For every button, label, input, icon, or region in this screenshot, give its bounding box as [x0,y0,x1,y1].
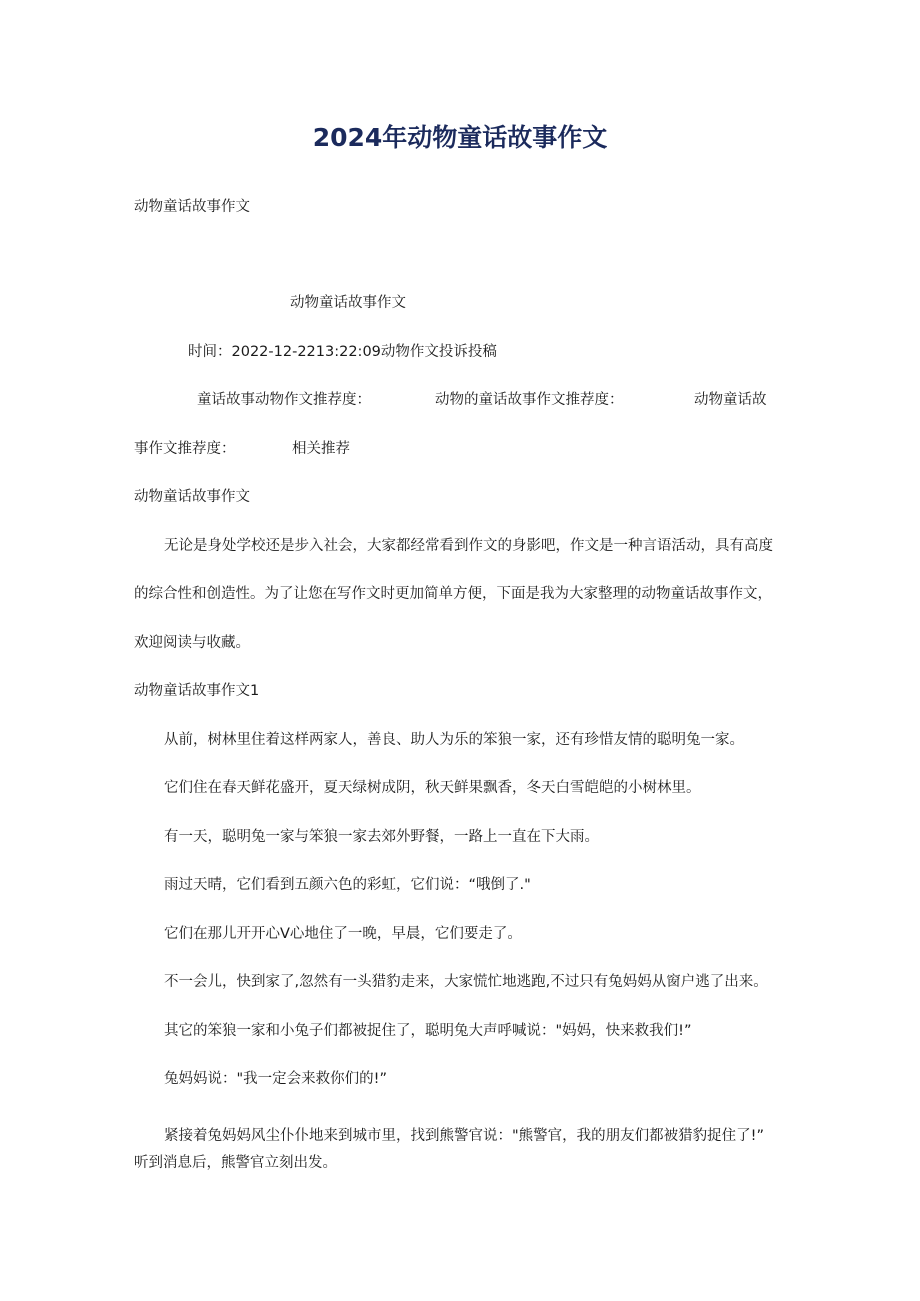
intro-line-2: 的综合性和创造性。为了让您在写作文时更加简单方便，下面是我为大家整理的动物童话故事作文， [134,586,772,602]
story-paragraph: 它们在那儿开开心V心地住了一晚，早晨，它们要走了。 [164,926,522,942]
story-paragraph: 不一会儿，快到家了,忽然有一头猎豹走来，大家慌忙地逃跑,不过只有兔妈妈从窗户逃了出来。 [164,974,768,990]
recommend-item-3-part2: 事作文推荐度： [134,441,236,457]
recommend-item-3-part1: 动物童话故 [694,392,767,408]
intro-line-3: 欢迎阅读与收藏。 [134,635,250,651]
story-paragraph: 有一天，聪明兔一家与笨狼一家去郊外野餐，一路上一直在下大雨。 [164,829,599,845]
last-paragraph-line-1: 紧接着兔妈妈风尘仆仆地来到城市里，找到熊警官说："熊警官，我的朋友们都被猎豹捉住了!” [164,1128,764,1144]
story-paragraph: 兔妈妈说："我一定会来救你们的!” [164,1071,387,1087]
recommend-item-1: 童话故事动物作文推荐度： [197,392,371,408]
story-paragraph: 它们住在春天鲜花盛开，夏天绿树成阴，秋天鲜果飘香，冬天白雪皑皑的小树林里。 [164,780,701,796]
story-paragraph: 雨过天晴，它们看到五颜六色的彩虹，它们说：“哦倒了." [164,877,531,893]
document-title: 2024年动物童话故事作文 [312,123,608,152]
recommend-item-2: 动物的童话故事作文推荐度： [435,392,624,408]
story-paragraph: 从前，树林里住着这样两家人，善良、助人为乐的笨狼一家，还有珍惜友情的聪明兔一家。 [164,732,744,748]
last-paragraph-line-2: 听到消息后，熊警官立刻出发。 [134,1155,337,1171]
center-heading: 动物童话故事作文 [290,295,406,311]
intro-line-1: 无论是身处学校还是步入社会，大家都经常看到作文的身影吧，作文是一种言语活动，具有高度 [164,538,773,554]
story-paragraph: 其它的笨狼一家和小兔子们都被捉住了，聪明兔大声呼喊说："妈妈，快来救我们!” [164,1023,692,1039]
section-heading: 动物童话故事作文 [134,489,250,505]
document-subtitle: 动物童话故事作文 [134,199,250,215]
story-heading: 动物童话故事作文1 [134,683,260,699]
related-recommend: 相关推荐 [292,441,350,457]
meta-line: 时间：2022-12-2213:22:09动物作文投诉投稿 [188,344,497,360]
